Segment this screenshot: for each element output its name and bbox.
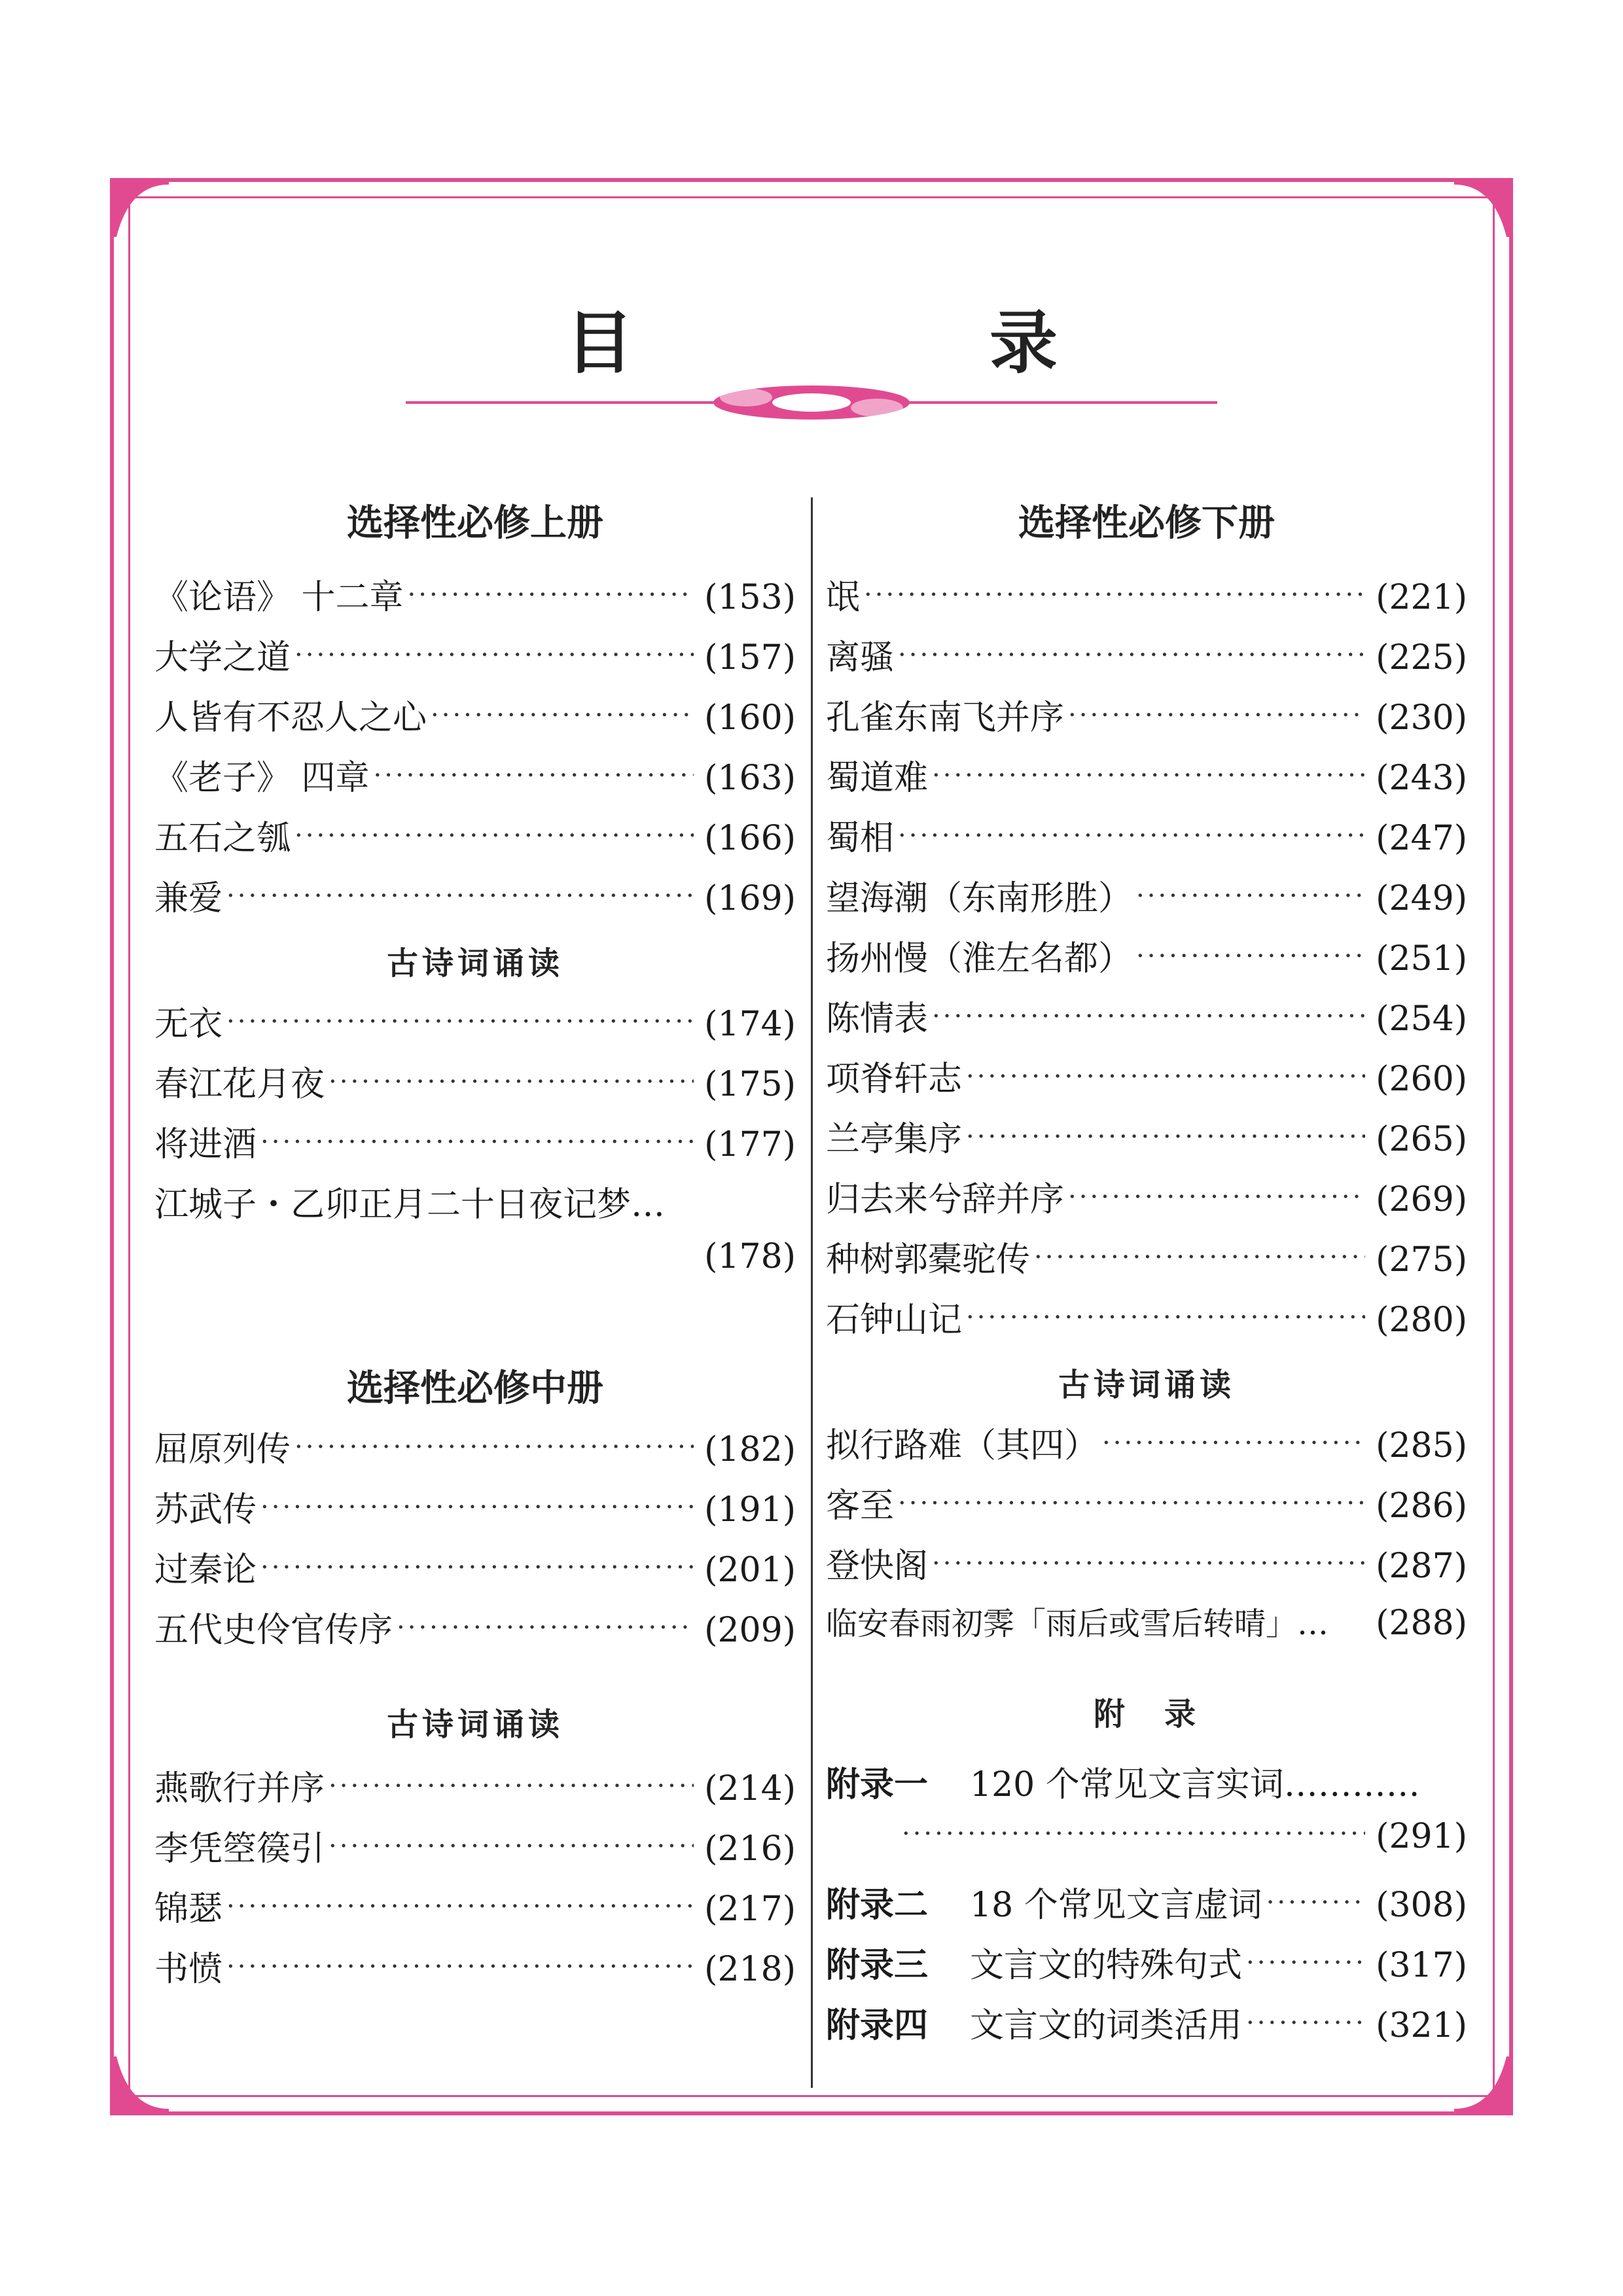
toc-entry[interactable]: 石钟山记 ····· (280): [826, 1292, 1467, 1352]
section-heading-lower: 选择性必修下册: [1018, 502, 1275, 545]
toc-entry[interactable]: 附录二 18 个常见文言虚词 ····· (308): [826, 1877, 1467, 1937]
corner-ornament: [1454, 2056, 1513, 2115]
toc-entry[interactable]: 望海潮（东南形胜） ····· (249): [826, 870, 1467, 931]
page-title: 目 录: [565, 303, 1202, 383]
toc-entry[interactable]: 蜀相 ····· (247): [826, 810, 1467, 870]
right-column: [826, 497, 1467, 2058]
toc-entry[interactable]: 附录四 文言文的词类活用 ····· (321): [826, 1998, 1467, 2058]
toc-entry[interactable]: 李凭箜篌引 ····· (216): [154, 1821, 796, 1881]
toc-entry[interactable]: 江城子・乙卯正月二十日夜记梦…: [154, 1185, 666, 1225]
toc-entry[interactable]: 屈原列传 ····· (182): [154, 1422, 796, 1482]
toc-entry[interactable]: 兰亭集序 ····· (265): [826, 1111, 1467, 1172]
section-heading-middle: 选择性必修中册: [347, 1367, 603, 1410]
column-divider: [811, 497, 813, 2088]
poem-subheading: 古诗词诵读: [386, 1706, 563, 1743]
toc-entry[interactable]: 临安春雨初霁「雨后或雪后转晴」… (288): [826, 1604, 1467, 1643]
toc-entry[interactable]: 燕歌行并序 ····· (214): [154, 1761, 796, 1821]
toc-entry-continuation[interactable]: ····· (291): [826, 1817, 1467, 1877]
toc-entry[interactable]: 春江花月夜 ····· (175): [154, 1056, 796, 1117]
corner-ornament: [110, 2056, 169, 2115]
toc-entry[interactable]: 《老子》 四章 ····· (163): [154, 750, 796, 810]
toc-entry-continuation[interactable]: (178): [704, 1237, 796, 1276]
left-column: [154, 497, 796, 2001]
toc-entry[interactable]: 客至 ····· (286): [826, 1478, 1467, 1538]
toc-entry[interactable]: 五石之瓠 ····· (166): [154, 810, 796, 870]
toc-entry[interactable]: 陈情表 ····· (254): [826, 991, 1467, 1051]
toc-entry[interactable]: 拟行路难（其四） ····· (285): [826, 1418, 1467, 1478]
toc-entry[interactable]: 离骚 ····· (225): [826, 630, 1467, 690]
toc-entry[interactable]: 氓 ····· (221): [826, 569, 1467, 630]
toc-entry[interactable]: 将进酒 ····· (177): [154, 1117, 796, 1177]
toc-entry[interactable]: 锦瑟 ····· (217): [154, 1881, 796, 1941]
toc-entry[interactable]: 蜀道难 ····· (243): [826, 750, 1467, 810]
toc-entry[interactable]: 登快阁 ····· (287): [826, 1538, 1467, 1598]
toc-entry[interactable]: 种树郭橐驼传 ····· (275): [826, 1232, 1467, 1292]
toc-entry[interactable]: 五代史伶官传序 ····· (209): [154, 1602, 796, 1662]
poem-subheading: 古诗词诵读: [1058, 1367, 1235, 1403]
toc-entry[interactable]: 归去来兮辞并序 ····· (269): [826, 1172, 1467, 1232]
title-ornament: [406, 376, 1217, 429]
toc-entry[interactable]: 孔雀东南飞并序 ····· (230): [826, 690, 1467, 750]
toc-entry[interactable]: 无衣 ····· (174): [154, 996, 796, 1056]
toc-entry[interactable]: 苏武传 ····· (191): [154, 1482, 796, 1542]
toc-entry[interactable]: 过秦论 ····· (201): [154, 1542, 796, 1602]
toc-entry[interactable]: 附录一 120 个常见文言实词…………: [826, 1765, 1420, 1804]
toc-entry[interactable]: 扬州慢（淮左名都） ····· (251): [826, 931, 1467, 991]
toc-entry[interactable]: 《论语》 十二章 ····· (153): [154, 569, 796, 630]
section-heading-upper: 选择性必修上册: [347, 502, 603, 545]
poem-subheading: 古诗词诵读: [386, 945, 563, 982]
toc-entry[interactable]: 人皆有不忍人之心 ····· (160): [154, 690, 796, 750]
toc-entry[interactable]: 书愤 ····· (218): [154, 1941, 796, 2001]
corner-ornament: [1454, 178, 1513, 237]
toc-entry[interactable]: 大学之道 ····· (157): [154, 630, 796, 690]
corner-ornament: [110, 178, 169, 237]
toc-entry[interactable]: 项脊轩志 ····· (260): [826, 1051, 1467, 1111]
appendix-heading: 附 录: [1093, 1696, 1200, 1732]
toc-entry[interactable]: 附录三 文言文的特殊句式 ····· (317): [826, 1937, 1467, 1998]
toc-entry[interactable]: 兼爱 ····· (169): [154, 870, 796, 931]
